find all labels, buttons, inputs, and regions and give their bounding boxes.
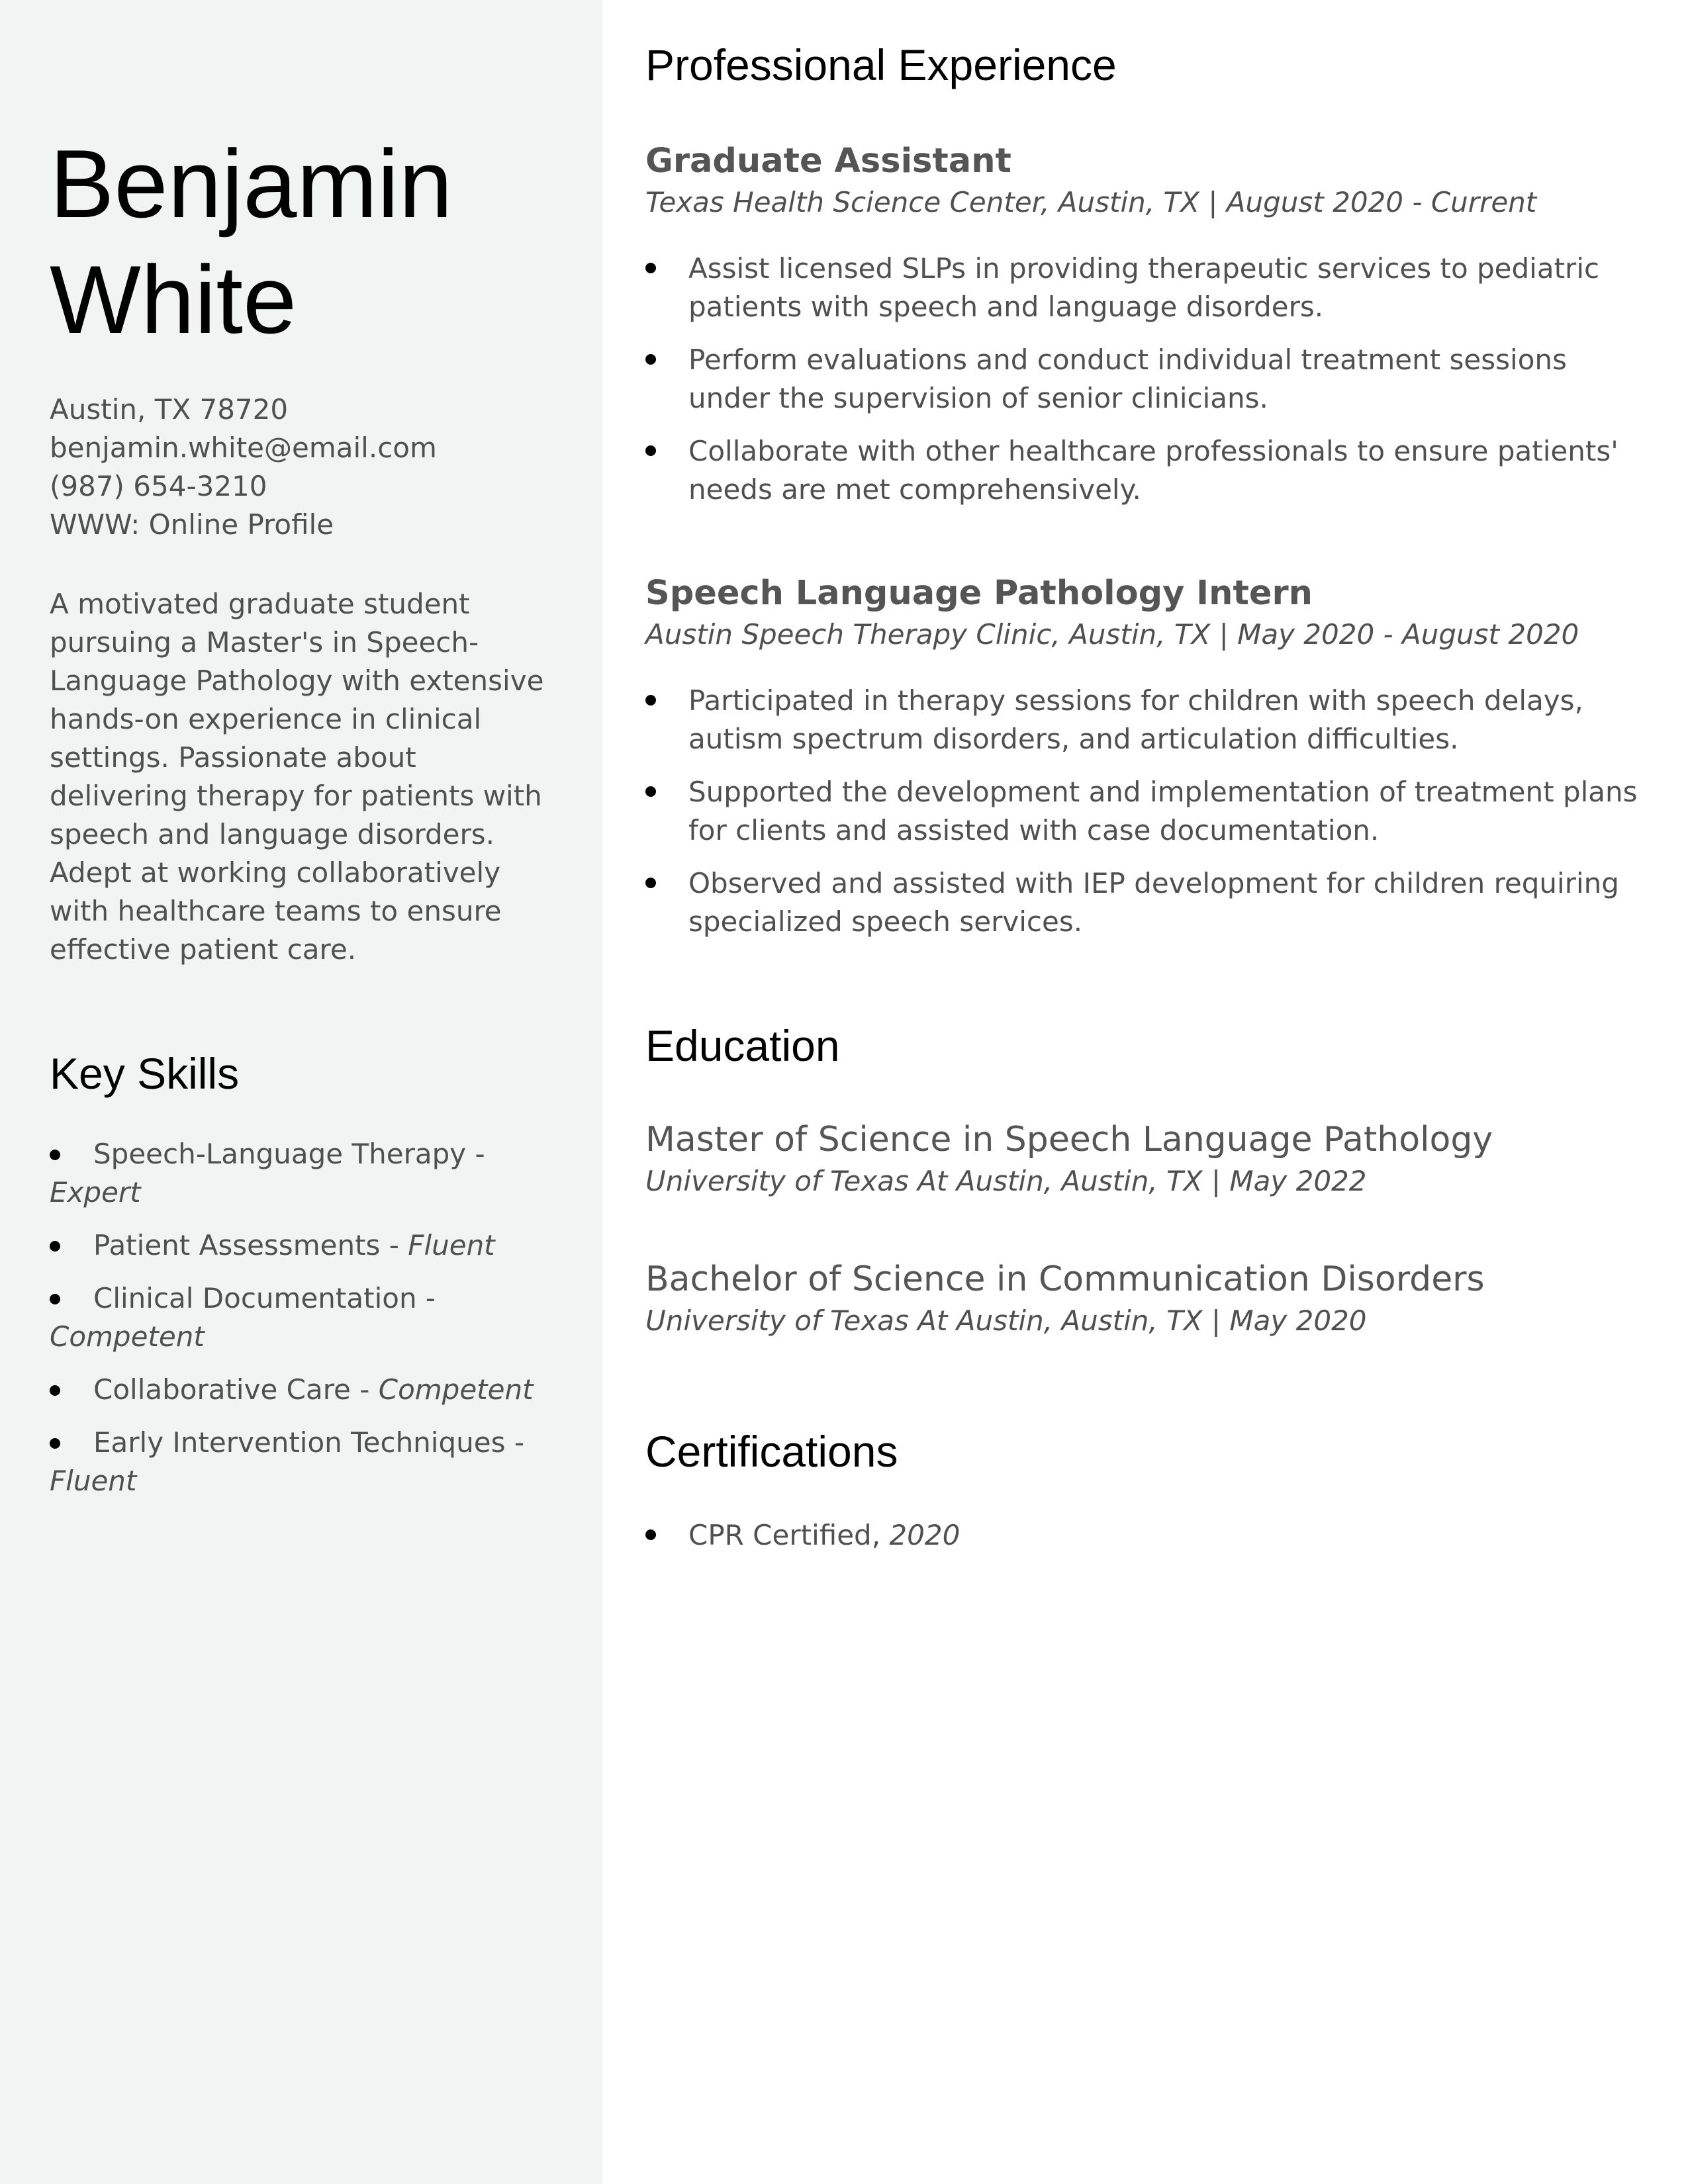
degree-school: University of Texas At Austin, Austin, TX bbox=[645, 1165, 1203, 1197]
skill-item: Clinical Documentation - Competent bbox=[50, 1282, 436, 1353]
bullet-icon bbox=[50, 1294, 60, 1304]
bullet-icon bbox=[645, 695, 656, 705]
certification-item bbox=[645, 1516, 1648, 1555]
job-bullets bbox=[645, 250, 1648, 509]
contact-email[interactable]: benjamin.white@email.com bbox=[50, 432, 437, 464]
skill-level: Competent bbox=[378, 1373, 534, 1406]
sidebar bbox=[0, 0, 602, 2184]
job-org: Texas Health Science Center, Austin, TX bbox=[645, 186, 1199, 218]
job-meta bbox=[645, 183, 1648, 222]
degree-date: May 2022 bbox=[1229, 1165, 1367, 1197]
bullet-icon bbox=[50, 1150, 60, 1160]
skill-name: Collaborative Care bbox=[93, 1373, 351, 1406]
job-dates: May 2020 - August 2020 bbox=[1237, 618, 1579, 651]
certification-year: 2020 bbox=[889, 1519, 961, 1551]
job-bullet-text: Perform evaluations and conduct individual treatment sessions under the supervision of senior clinicians. bbox=[688, 343, 1567, 414]
skill-level: Fluent bbox=[50, 1465, 137, 1497]
job-title: Speech Language Pathology Intern bbox=[645, 574, 1313, 613]
skill-item: Early Intervention Techniques - Fluent bbox=[50, 1426, 524, 1497]
skill-name: Early Intervention Techniques bbox=[93, 1426, 506, 1459]
separator: | bbox=[1219, 618, 1229, 651]
job-bullet bbox=[645, 682, 1648, 758]
job-bullet bbox=[645, 250, 1648, 326]
skill-item: Patient Assessments - Fluent bbox=[50, 1226, 556, 1265]
bullet-icon bbox=[50, 1385, 60, 1396]
skills-heading: Key Skills bbox=[50, 1049, 240, 1098]
job-meta bbox=[645, 615, 1648, 654]
bullet-icon bbox=[50, 1438, 60, 1449]
skill-item: Collaborative Care - Competent bbox=[50, 1371, 556, 1409]
bullet-icon bbox=[645, 1529, 656, 1540]
contact-info bbox=[50, 390, 556, 544]
bullet-icon bbox=[645, 445, 656, 456]
separator: | bbox=[1211, 1165, 1221, 1197]
job-bullet-text: Participated in therapy sessions for children with speech delays, autism spectrum disorders, and articulation difficulties. bbox=[688, 684, 1583, 755]
certifications-list bbox=[645, 1516, 1648, 1555]
separator: | bbox=[1208, 186, 1218, 218]
job-bullet bbox=[645, 864, 1648, 941]
certification-name: CPR Certified, bbox=[688, 1519, 881, 1551]
job-org: Austin Speech Therapy Clinic, Austin, TX bbox=[645, 618, 1211, 651]
skill-level: Expert bbox=[50, 1176, 141, 1208]
skill-level: Fluent bbox=[408, 1229, 495, 1261]
job-entry bbox=[645, 572, 1648, 941]
bullet-icon bbox=[50, 1241, 60, 1251]
degree-entry bbox=[645, 1117, 1648, 1201]
degree-date: May 2020 bbox=[1229, 1304, 1367, 1337]
job-bullet-text: Supported the development and implementation of treatment plans for clients and assisted with case documentation. bbox=[688, 776, 1638, 846]
bullet-icon bbox=[645, 786, 656, 797]
degree-meta bbox=[645, 1302, 1648, 1340]
job-bullet-text: Collaborate with other healthcare professionals to ensure patients' needs are met comprehensively. bbox=[688, 435, 1618, 506]
skills-list bbox=[50, 1135, 556, 1500]
skill-name: Speech-Language Therapy bbox=[93, 1138, 467, 1170]
last-name: White bbox=[50, 246, 297, 353]
main-content bbox=[602, 0, 1688, 2184]
first-name: Benjamin bbox=[50, 130, 453, 238]
degree-meta bbox=[645, 1162, 1648, 1201]
job-bullets bbox=[645, 682, 1648, 941]
degree-title: Bachelor of Science in Communication Disorders bbox=[645, 1259, 1485, 1299]
contact-phone: (987) 654-3210 bbox=[50, 470, 267, 502]
job-bullet-text: Observed and assisted with IEP development for children requiring specialized speech services. bbox=[688, 867, 1619, 938]
job-bullet-text: Assist licensed SLPs in providing therapeutic services to pediatric patients with speech and language disorders. bbox=[688, 252, 1600, 323]
bullet-icon bbox=[645, 354, 656, 365]
experience-heading: Professional Experience bbox=[645, 40, 1117, 89]
skill-name: Clinical Documentation bbox=[93, 1282, 417, 1314]
job-title: Graduate Assistant bbox=[645, 142, 1011, 181]
degree-school: University of Texas At Austin, Austin, TX bbox=[645, 1304, 1203, 1337]
job-bullet bbox=[645, 341, 1648, 418]
skill-level: Competent bbox=[50, 1320, 205, 1353]
bullet-icon bbox=[645, 263, 656, 273]
certifications-heading: Certifications bbox=[645, 1427, 898, 1476]
degree-entry bbox=[645, 1257, 1648, 1340]
education-heading: Education bbox=[645, 1021, 840, 1070]
job-dates: August 2020 - Current bbox=[1226, 186, 1537, 218]
skill-item: Speech-Language Therapy - Expert bbox=[50, 1138, 485, 1208]
candidate-name bbox=[50, 126, 556, 357]
job-bullet bbox=[645, 432, 1648, 509]
degree-title: Master of Science in Speech Language Pathology bbox=[645, 1120, 1493, 1160]
job-bullet bbox=[645, 773, 1648, 850]
contact-address: Austin, TX 78720 bbox=[50, 393, 289, 426]
separator: | bbox=[1211, 1304, 1221, 1337]
professional-summary: A motivated graduate student pursuing a Master's in Speech-Language Pathology with extensive hands-on experience in clinical settings. Passionate about delivering therapy for patients with speech and language disorders. Adept at working collaboratively with healthcare teams to ensure effective patient care. bbox=[50, 588, 544, 966]
contact-website[interactable]: WWW: Online Profile bbox=[50, 508, 334, 541]
skill-name: Patient Assessments bbox=[93, 1229, 381, 1261]
bullet-icon bbox=[645, 878, 656, 888]
job-entry bbox=[645, 140, 1648, 509]
